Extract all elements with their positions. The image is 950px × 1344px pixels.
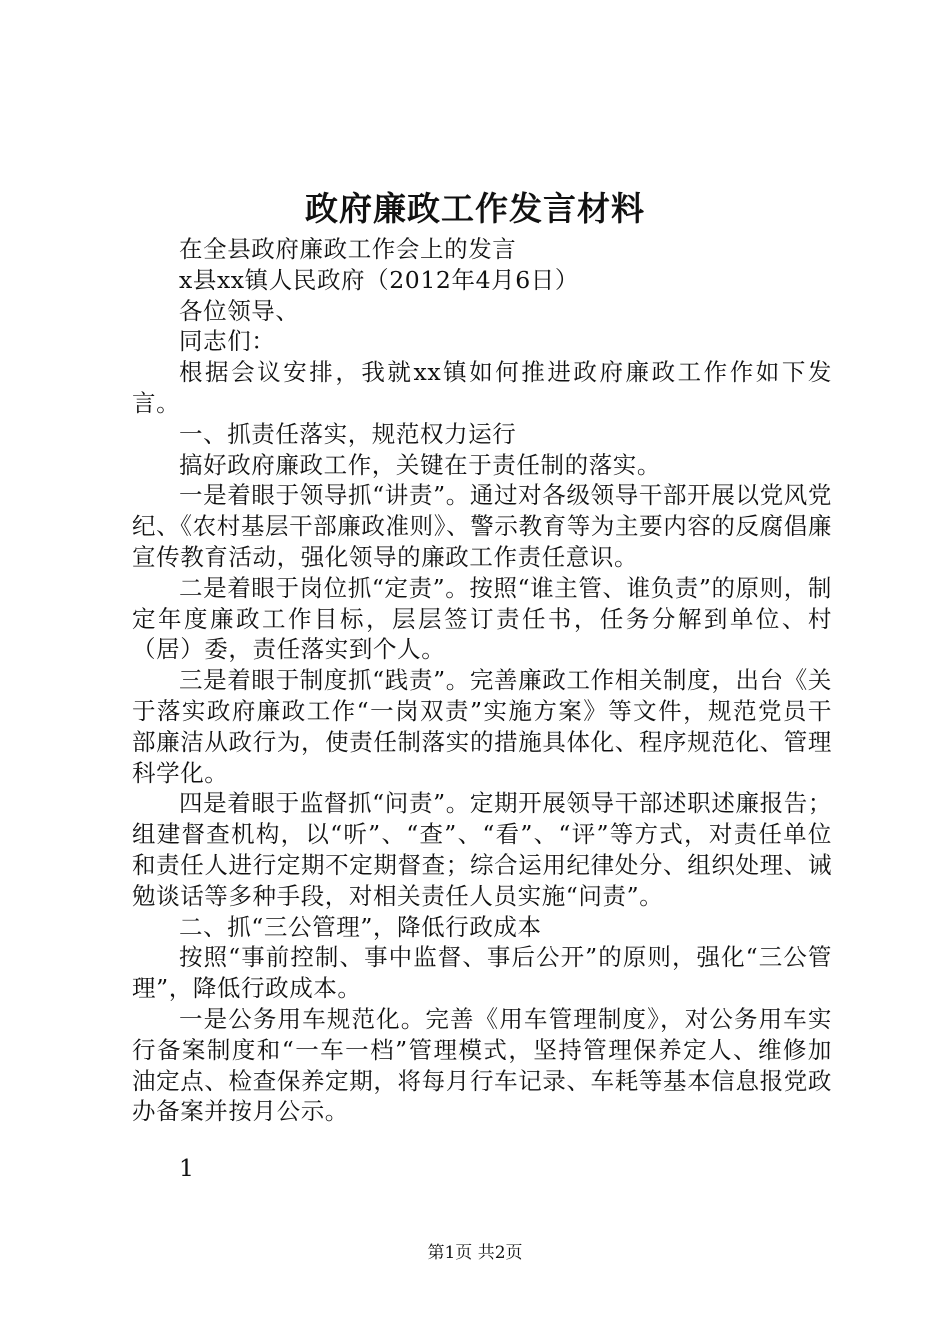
section-1-item-4: 四是着眼于监督抓“问责”。定期开展领导干部述职述廉报告；组建督查机构，以“听”、“查”、“看”、“评”等方式，对责任单位和责任人进行定期不定期督查；综合运用纪律处分、组织处理、诫勉谈话等多种手段，对相关责任人员实施“问责”。 <box>132 789 832 910</box>
document-body <box>132 234 832 1127</box>
salutation-comrades: 同志们： <box>179 327 276 356</box>
section-1-item-2: 二是着眼于岗位抓“定责”。按照“谁主管、谁负责”的原则，制定年度廉政工作目标，层层签订责任书，任务分解到单位、村（居）委，责任落实到个人。 <box>132 573 832 664</box>
salutation-leaders: 各位领导、 <box>179 296 300 325</box>
speaker-and-date: x县xx镇人民政府（2012年4月6日） <box>179 265 579 294</box>
intro-paragraph: 根据会议安排，我就xx镇如何推进政府廉政工作作如下发言。 <box>132 358 832 417</box>
document-title: 政府廉政工作发言材料 <box>305 189 645 228</box>
section-heading-2: 二、抓“三公管理”，降低行政成本 <box>179 912 542 941</box>
section-1-lead: 搞好政府廉政工作，关键在于责任制的落实。 <box>179 450 661 479</box>
section-1-item-3: 三是着眼于制度抓“践责”。完善廉政工作相关制度，出台《关于落实政府廉政工作“一岗双责”实施方案》等文件，规范党员干部廉洁从政行为，使责任制落实的措施具体化、程序规范化、管理科学化。 <box>132 666 832 787</box>
page-footer: 第1页 共2页 <box>427 1243 523 1263</box>
section-heading-1: 一、抓责任落实，规范权力运行 <box>179 419 517 448</box>
section-1-item-1: 一是着眼于领导抓“讲责”。通过对各级领导干部开展以党风党纪、《农村基层干部廉政准则》、警示教育等为主要内容的反腐倡廉宣传教育活动，强化领导的廉政工作责任意识。 <box>132 481 832 571</box>
speech-subtitle: 在全县政府廉政工作会上的发言 <box>179 235 517 263</box>
page-number: 1 <box>179 1154 194 1182</box>
section-2-item-1: 一是公务用车规范化。完善《用车管理制度》，对公务用车实行备案制度和“一车一档”管理模式，坚持管理保养定人、维修加油定点、检查保养定期，将每月行车记录、车耗等基本信息报党政办备案并按月公示。 <box>132 1004 832 1126</box>
section-2-lead: 按照“事前控制、事中监督、事后公开”的原则，强化“三公管理”，降低行政成本。 <box>132 943 832 1003</box>
